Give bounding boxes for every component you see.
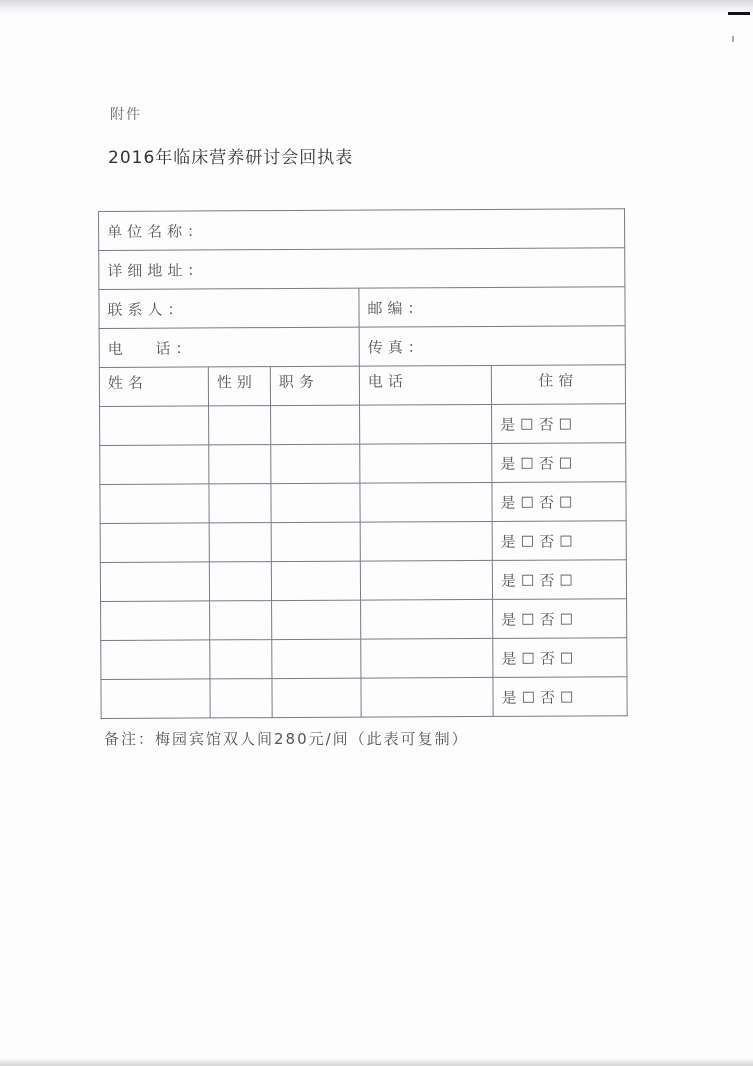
phone-cell[interactable] [360,404,492,444]
name-cell[interactable] [100,523,209,563]
scan-corner-mark [728,12,750,15]
attachment-label: 附件 [110,107,142,123]
gender-cell[interactable] [210,601,272,640]
footnote-remark: 备注：梅园宾馆双人间280元/间（此表可复制） [104,730,469,748]
scan-bottom-shadow [0,1058,753,1066]
stay-checkbox-cell[interactable]: 是☐否☐ [493,677,627,717]
position-cell[interactable] [272,678,361,717]
gender-cell[interactable] [210,679,272,718]
scan-speck [732,36,734,42]
gender-cell[interactable] [209,523,271,562]
position-cell[interactable] [272,639,361,678]
position-cell[interactable] [271,522,360,561]
position-cell[interactable] [271,405,360,444]
phone-cell[interactable] [360,560,492,600]
stay-checkbox-cell[interactable]: 是☐否☐ [492,560,626,600]
phone-cell[interactable] [361,638,493,678]
address-field[interactable]: 详细地址： [99,248,625,290]
unit-name-row [99,209,625,251]
position-cell[interactable] [272,600,361,639]
fax-field[interactable]: 传真： [359,326,625,366]
contact-row [99,287,625,329]
table-header-row [99,365,625,407]
column-header-stay: 住宿 [491,365,625,405]
table-row [100,560,626,602]
stay-checkbox-cell[interactable]: 是☐否☐ [492,404,626,444]
table-row [101,677,627,719]
position-cell[interactable] [271,483,360,522]
reply-form-table [98,208,628,719]
position-cell[interactable] [271,561,360,600]
name-cell[interactable] [100,484,209,524]
column-header-phone: 电话 [359,365,491,405]
stay-checkbox-cell[interactable]: 是☐否☐ [492,482,626,522]
postcode-field[interactable]: 邮编： [359,287,625,327]
address-row [99,248,625,290]
phone-cell[interactable] [360,521,492,561]
column-header-name: 姓名 [99,367,208,407]
phone-cell[interactable] [360,482,492,522]
name-cell[interactable] [101,601,210,641]
name-cell[interactable] [100,445,209,485]
table-row [100,482,626,524]
gender-cell[interactable] [209,406,271,445]
table-row [100,521,626,563]
phone-cell[interactable] [361,599,493,639]
table-row [100,404,626,446]
name-cell[interactable] [101,679,210,719]
phone-cell[interactable] [360,443,492,483]
gender-cell[interactable] [210,640,272,679]
gender-cell[interactable] [209,445,271,484]
column-header-gender: 性别 [208,367,270,406]
column-header-position: 职务 [270,366,359,405]
stay-checkbox-cell[interactable]: 是☐否☐ [492,521,626,561]
name-cell[interactable] [100,406,209,446]
phone-fax-row [99,326,625,368]
stay-checkbox-cell[interactable]: 是☐否☐ [492,443,626,483]
position-cell[interactable] [271,444,360,483]
table-row [101,599,627,641]
unit-name-field[interactable]: 单位名称： [99,209,625,251]
name-cell[interactable] [100,562,209,602]
document-title: 2016年临床营养研讨会回执表 [108,148,354,168]
table-row [101,638,627,680]
scan-top-shadow [0,0,753,14]
phone-cell[interactable] [361,677,493,717]
stay-checkbox-cell[interactable]: 是☐否☐ [493,638,627,678]
stay-checkbox-cell[interactable]: 是☐否☐ [493,599,627,639]
name-cell[interactable] [101,640,210,680]
phone-field[interactable]: 电 话： [99,327,359,367]
gender-cell[interactable] [209,562,271,601]
gender-cell[interactable] [209,484,271,523]
table-row [100,443,626,485]
contact-field[interactable]: 联系人： [99,288,359,328]
